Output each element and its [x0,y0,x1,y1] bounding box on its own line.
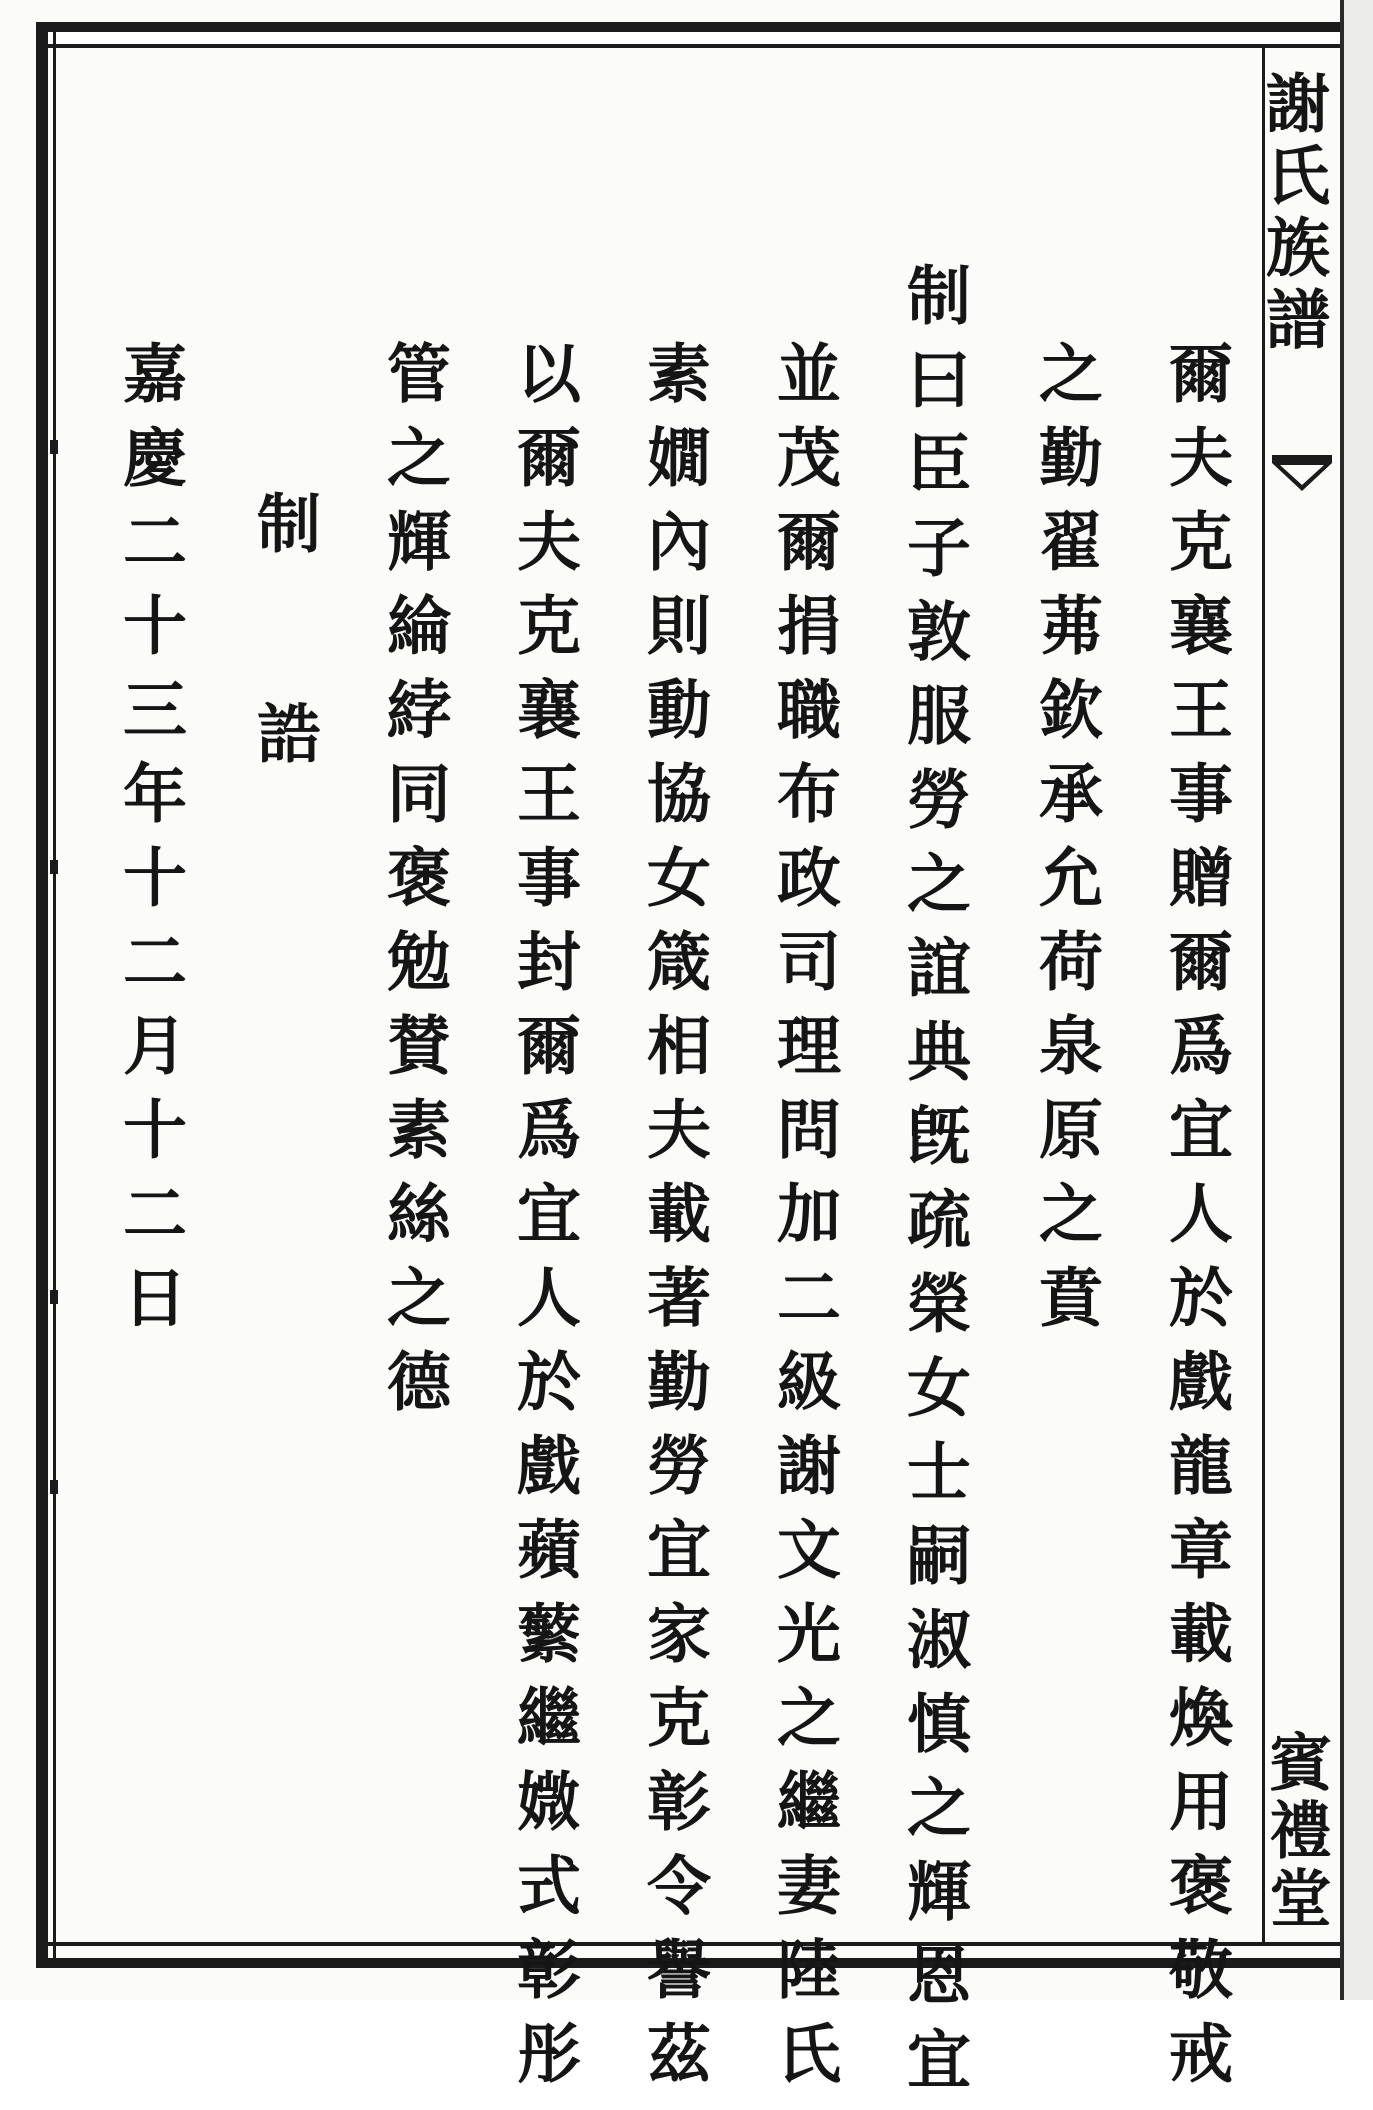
text-column-zhi: 制 [246,490,321,574]
heart-column-title: 謝氏族譜 [1255,70,1330,358]
page-edge-shadow [1344,0,1373,2000]
frame-speck [50,1480,58,1494]
heart-column-hall-name: 賓禮堂 [1259,1730,1332,1934]
frame-speck [50,1290,58,1304]
text-column-5: 素嫺內則動協女箴相夫載著勤勞宜家克彰令譽茲 [636,340,711,2104]
date-column: 嘉慶二十三年十二月十二日 [112,340,187,1348]
text-column-6: 以爾夫克襄王事封爾爲宜人於戲蘋蘩繼媺式彰彤 [506,340,581,2104]
fishtail-mark-icon [1272,455,1332,491]
frame-speck [50,440,58,454]
text-column-2: 之勤翟茀欽承允荷泉原之賁 [1028,340,1103,1348]
frame-speck [50,860,58,874]
text-column-4: 並茂爾捐職布政司理問加二級謝文光之繼妻陸氏 [766,340,841,2104]
text-column-1: 爾夫克襄王事贈爾爲宜人於戲龍章載煥用褒敬戒 [1158,340,1233,2104]
text-column-3: 制曰臣子敦服勞之誼典旣疏榮女士嗣淑慎之輝恩宜 [896,262,971,2110]
page-frame-top-border [36,22,1356,48]
page-frame-left-border [36,22,56,1968]
text-column-gao: 誥 [246,700,321,784]
text-column-7: 管之輝綸綍同褒勉賛素絲之德 [376,340,451,1432]
